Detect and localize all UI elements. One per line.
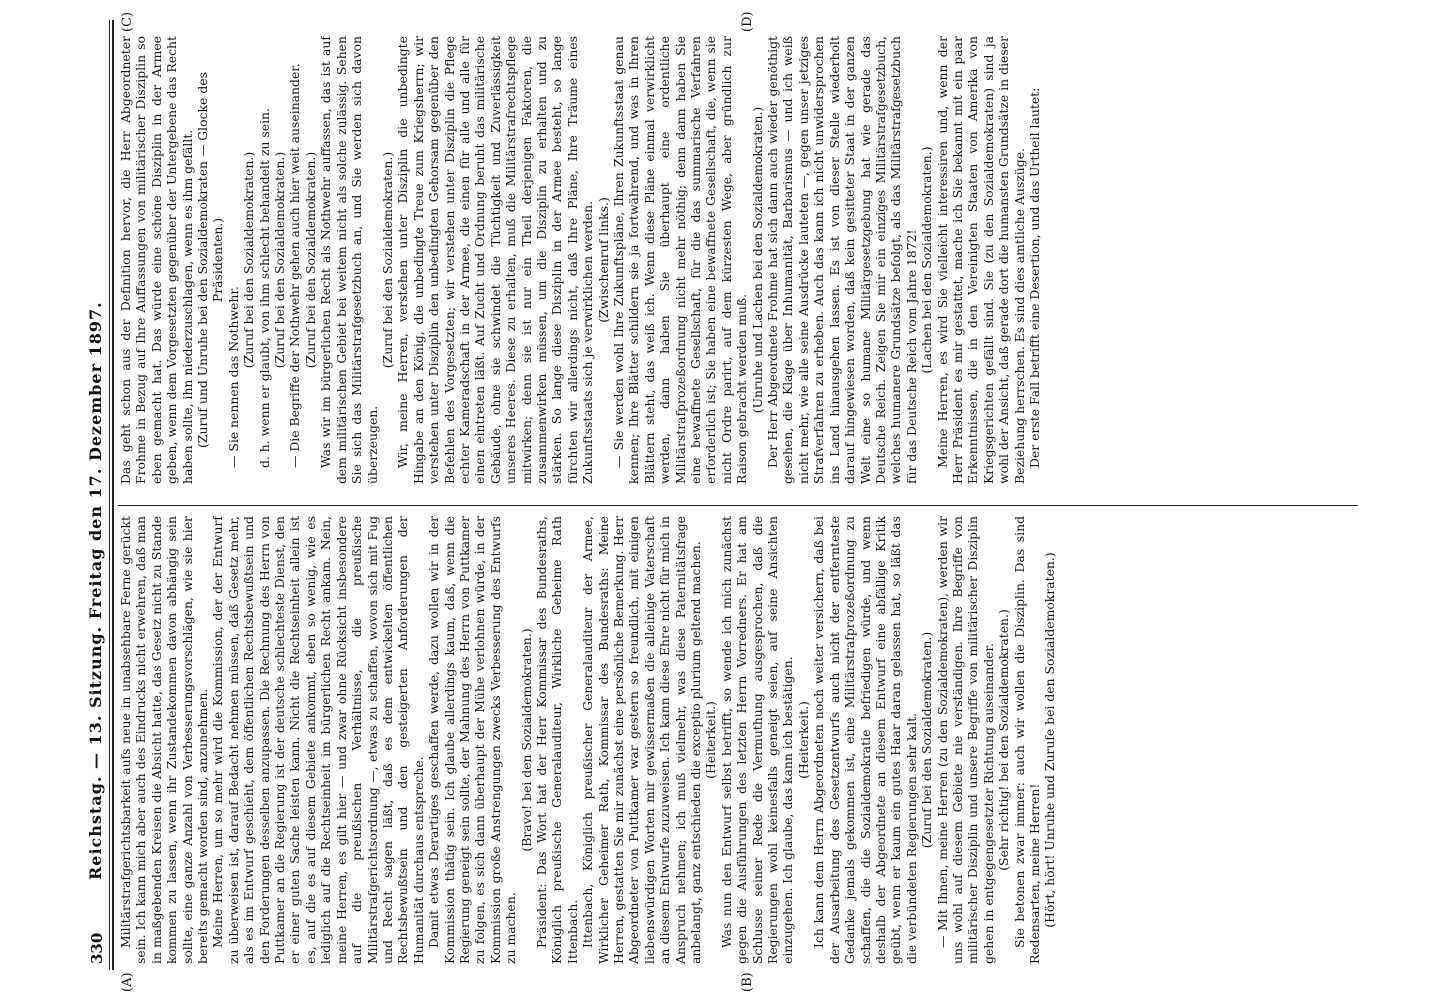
interjection: (Zwischenruf links.) — [595, 197, 611, 323]
interjection: (Sehr richtig! bei den Sozialdemokraten.) — [996, 609, 1012, 871]
paragraph: Der Herr Abgeordnete Frohme hat sich dann auch wieder genöthigt gesehen, die Klage über Inhumanität, Barbarismus — und ich weiß nicht mehr, wie alle seine Ausdrücke lauteten —, gegen unser jetziges Strafverfahren zu erheben. Auch das kann ich nicht unwidersprochen ins Land hinausgehen lassen. Es ist von dieser Stelle wiederholt darauf hingewiesen worden, daß kein gesitteter Staat in der ganzen Welt eine so humane Militärgesetzgebung hat wie gerade das Deutsche Reich. Zeigen Sie mir ein einziges Militärstrafgesetzbuch, welches humanere Grundsätze befolgt, als das Militärstrafgesetzbuch für das Deutsche Reich vom Jahre 1872! — [765, 36, 919, 484]
paragraph: Das geht schon aus der Definition hervor, die Herr Abgeordneter Frohme in Bezug auf Ihre Auffassungen von militärischer Disziplin so eben gemacht hat. Das würde eine schöne Disziplin in der Armee geben, wenn dem Vorgesetzten gegenüber der Untergebene das Recht haben sollte, ihn niederzuschlagen, wenn es ihm gefällt. — [118, 36, 195, 484]
header-rule — [112, 20, 114, 970]
paragraph: — Sie nennen das Nothwehr. — [225, 286, 241, 468]
paragraph: — Die Begriffe der Nothwehr gehen auch hier weit auseinander. — [287, 63, 303, 468]
paragraph: Was nun den Entwurf selbst betrifft, so wende ich mich zunächst gegen die Ausführungen des letzten Herrn Vorredners. Er hat am Schlusse seiner Rede die Vermuthung ausgesprochen, daß die Regierungen wohl keinesfalls geneigt seien, auf seine Ansichten einzugehen. Ich glaube, das kann ich bestätigen. — [718, 516, 796, 964]
interjection: (Zuruf bei den Sozialdemokraten.) — [379, 151, 395, 369]
margin-marker-d: (D) — [740, 11, 755, 32]
paragraph: Sie betonen zwar immer: auch wir wollen die Disziplin. Das sind Redensarten, meine Herren! — [1011, 516, 1042, 964]
interjection: (Unruhe und Lachen bei den Sozialdemokraten.) — [749, 106, 765, 414]
paragraph: Präsident: Das Wort hat der Herr Kommissar des Bundesraths, Königlich preußische Generalauditeur, Wirkliche Geheime Rath Ittenbach. — [533, 516, 580, 964]
interjection: (Zuruf und Unruhe bei den Sozialdemokraten — Glocke des Präsidenten.) — [195, 72, 226, 448]
paragraph: d. h. wenn er glaubt, von ihm schlecht behandelt zu sein. — [256, 108, 272, 468]
header-rule-thin — [109, 20, 110, 970]
paragraph: Militärstrafgerichtsbarkeit aufs neue in unabsehbare Ferne gerückt sein. Ich kann mich aber auch des Eindrucks nicht erwehren, daß man in maßgebenden Kreisen die Absicht hatte, das Gesetz nicht zu Stande kommen zu lassen, wenn ihr Zustandekommen davon abhängig sein sollte, eine ganze Anzahl von Verbesserungsvorschlägen, wie sie hier bereits gemacht worden sind, anzunehmen. — [118, 516, 211, 964]
running-head: Reichstag. — 13. Sitzung. Freitag den 17. Dezember 1897. — [86, 301, 105, 880]
paragraph: Der erste Fall betrifft eine Desertion, und das Urtheil lautet: — [1026, 87, 1042, 468]
paragraph: — Mit Ihnen, meine Herren (zu den Sozialdemokraten), werden wir uns wohl auf diesem Gebiete nie verständigen. Ihre Begriffe von militärischer Disziplin und unsere Begriffe von militärischer Disziplin gehen in entgegengesetzter Richtung auseinander. — [934, 516, 996, 964]
paragraph: — Sie werden wohl Ihre Zukunftspläne, Ihren Zukunftsstaat genau kennen; Ihre Blätter schildern sie ja fortwährend, und was in Ihren Blättern steht, das weiß ich. Wenn diese Pläne einmal verwirklicht werden, dann haben Sie überhaupt eine ordentliche Militärstrafprozeßordnung nicht mehr nöthig; denn dann haben Sie eine bewaffnete Gesellschaft, für die das summarische Verfahren erforderlich ist; Sie haben eine bewaffnete Gesellschaft, die, wenn sie nicht Ordre parirt, auf dem kürzesten Wege, aber gründlich zur Raison gebracht werden muß. — [611, 36, 750, 484]
interjection: (Heiterkeit.) — [703, 701, 719, 779]
interjection: (Zuruf bei den Sozialdemokraten.) — [302, 151, 318, 369]
paragraph: Wir, meine Herren, verstehen unter Disziplin die unbedingte Hingabe an den König, die unbedingte Treue zum Kriegsherrn; wir verstehen unter Disziplin den unbedingten Gehorsam gegenüber den Befehlen des Vorgesetzten; wir verstehen unter Disziplin die Pflege echter Kameradschaft in der Armee, die einen für alle und alle für einen eintreten läßt. Auf Zucht und Ordnung beruht das militärische Gebäude, ohne sie schwindet die Tüchtigkeit und Zuverlässigkeit unseres Heeres. Diese zu erhalten, muß die Militärstrafrechtspflege mitwirken; denn sie ist nur ein Theil derjenigen Faktoren, die zusammenwirken müssen, um die Disziplin zu erhalten und zu stärken. So lange diese Disziplin in der Armee besteht, so lange fürchten wir allerdings nicht, daß Ihre Pläne, Ihre Träume eines Zukunftsstaats sich je verwirklichen werden. — [395, 36, 596, 484]
paragraph: Meine Herren, um so mehr wird die Kommission, der der Entwurf zu überweisen ist, darauf Bedacht nehmen müssen, daß Gesetz mehr, als es im Entwurf geschieht, dem öffentlichen Rechtsbewußtsein und den Forderungen desselben anzupassen. Die Rechnung des Herrn von Puttkamer an die Regierung ist der deutsche schlechteste Dienst, den er einer guten Sache leisten kann. Nicht die Rechtseinheit allein ist es, auf die es auf diesem Gebiete ankommt, eben so wenig, wie es lediglich auf die Rechtseinheit im bürgerlichen Recht ankam. Nein, meine Herren, es gilt hier — und zwar ohne Rücksicht insbesondere auf die preußischen Verhältnisse, die preußische Militärstrafgerichtsordnung —, etwas zu schaffen, wovon sich mit Fug und Recht sagen läßt, daß es dem entwickelten öffentlichen Rechtsbewußtsein und den gesteigerten Anforderungen der Humanität durchaus entspreche. — [210, 516, 426, 964]
interjection: (Zuruf bei den Sozialdemokraten.) — [241, 151, 257, 369]
column-divider — [118, 505, 1358, 506]
margin-marker-b: (B) — [740, 972, 755, 992]
page-number: 330 — [88, 932, 106, 964]
interjection: (Zuruf bei den Sozialdemokraten.) — [919, 631, 935, 849]
interjection: (Bravo! bei den Sozialdemokraten.) — [518, 628, 534, 852]
margin-marker-c: (C) — [120, 11, 135, 32]
paragraph: Was wir im bürgerlichen Recht als Nothwehr auffassen, das ist auf dem militärischen Gebiet bei weitem nicht als solche zulässig. Sehen Sie sich das Militärstrafgesetzbuch an, und Sie werden sich davon überzeugen. — [318, 36, 380, 484]
right-column — [118, 36, 1358, 484]
left-column — [118, 516, 1358, 964]
interjection: (Zuruf bei den Sozialdemokraten.) — [272, 151, 288, 369]
margin-marker-a: (A) — [120, 972, 135, 992]
paragraph: Ich kann dem Herrn Abgeordneten noch weiter versichern, daß bei der Ausarbeitung des Gesetzentwurfs auch nicht der entfernteste Gedanke jemals gekommen ist, eine Militärstrafprozeßordnung zu schaffen, die die Sozialdemokratie befriedigen würde, und wenn deshalb der Abgeordnete an diesem Entwurf eine abfällige Kritik geübt, wenn er kaum ein gutes Haar daran gelassen hat, so läßt das die verbündeten Regierungen sehr kalt. — [811, 516, 919, 964]
interjection: (Lachen bei den Sozialdemokraten.) — [919, 146, 935, 374]
interjection: (Heiterkeit.) — [795, 701, 811, 779]
interjection: (Hört, hört! Unruhe und Zurufe bei den Sozialdemokraten.) — [1042, 552, 1058, 928]
paragraph: Meine Herren, es wird Sie vielleicht interessiren und, wenn der Herr Präsident es mir gestattet, mache ich Sie bekannt mit ein paar Erkenntnissen, die in den Vereinigten Staaten von Amerika von Kriegsgerichten gefällt sind. Sie (zu den Sozialdemokraten) sind ja wohl der Ansicht, daß gerade dort die humansten Grundsätze in dieser Beziehung herrschen. Es sind dies amtliche Auszüge. — [934, 36, 1027, 484]
paragraph: Ittenbach, Königlich preußischer Generalauditeur der Armee, Wirklicher Geheimer Rath, Kommissar des Bundesraths: Meine Herren, gestatten Sie mir zunächst eine persönliche Bemerkung. Herr Abgeordneter von Puttkamer war gestern so freundlich, mit einigen liebenswürdigen Worten mir gewissermaßen die alleinige Vaterschaft an diesem Entwurfe zuzuweisen. Ich kann diese Ehre nicht für mich in Anspruch nehmen; ich muß vielmehr, was diese Paternitätsfrage anbelangt, ganz entschieden die exceptio plurium geltend machen. — [580, 516, 704, 964]
paragraph: Damit etwas Derartiges geschaffen werde, dazu wollen wir in der Kommission thätig sein. Ich glaube allerdings kaum, daß, wenn die Regierung geneigt sein sollte, der Mahnung des Herrn von Puttkamer zu folgen, es sich dann überhaupt der Mühe verlohnen würde, in der Kommission große Anstrengungen zwecks Verbesserung des Entwurfs zu machen. — [426, 516, 519, 964]
